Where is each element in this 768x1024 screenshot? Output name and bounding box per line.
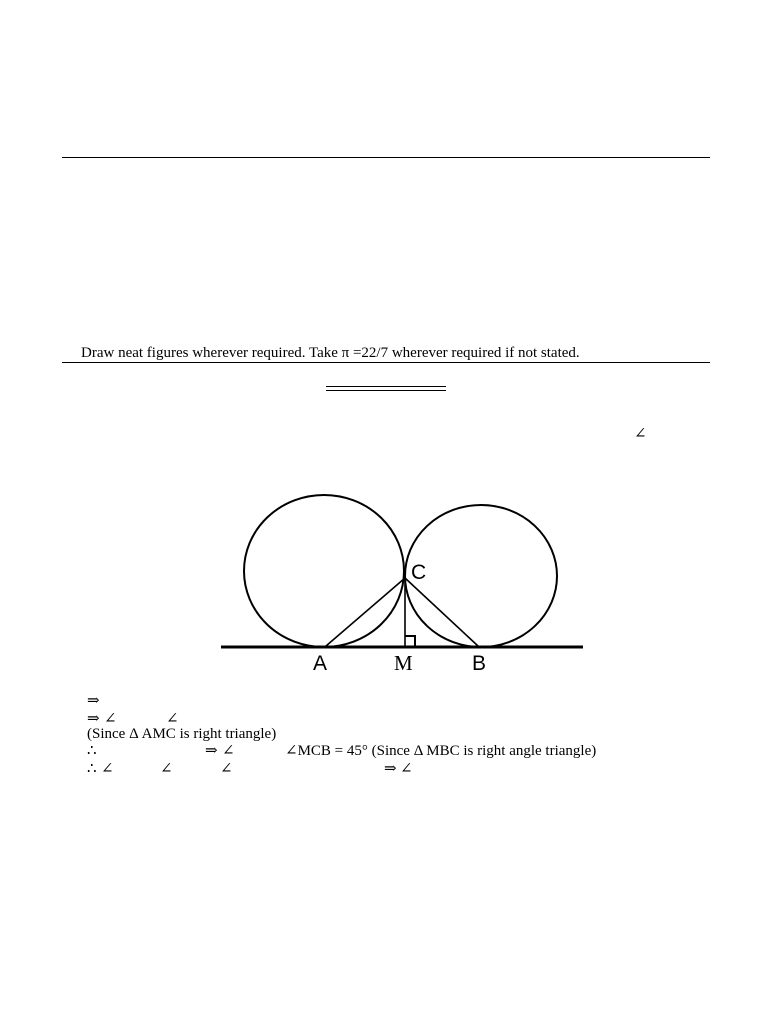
solution-line5-angle2: ∠ — [160, 761, 173, 777]
solution-line1-implies: ⇒ — [87, 693, 100, 709]
label-m: M — [394, 651, 413, 675]
solution-line2-implies: ⇒ — [87, 711, 100, 727]
solution-line2-angle1: ∠ — [104, 711, 117, 727]
right-circle — [405, 505, 557, 647]
solution-line4-rest: ∠MCB = 45° (Since Δ MBC is right angle triangle) — [285, 743, 597, 759]
solution-line5-angle1: ∠ — [101, 761, 114, 777]
solution-line4-therefore: ∴ — [87, 743, 97, 759]
label-c: C — [411, 561, 427, 584]
label-b: B — [472, 652, 487, 675]
label-a: A — [313, 652, 328, 675]
solution-line4-implies: ⇒ — [205, 743, 218, 759]
solution-line5-therefore: ∴ — [87, 761, 97, 777]
question-angle-symbol: ∠ — [634, 426, 647, 442]
solution-line3: (Since Δ AMC is right triangle) — [87, 726, 277, 742]
left-circle — [244, 495, 404, 647]
solution-line5-implies: ⇒ — [384, 761, 397, 777]
right-angle-marker — [405, 636, 415, 646]
solution-line4-angle: ∠ — [222, 743, 235, 759]
solution-line5-angle4: ∠ — [400, 761, 413, 777]
instructions-text: Draw neat figures wherever required. Take π =22/7 wherever required if not stated. — [81, 345, 580, 361]
solution-line5-angle3: ∠ — [220, 761, 233, 777]
solution-line2-angle2: ∠ — [166, 711, 179, 727]
